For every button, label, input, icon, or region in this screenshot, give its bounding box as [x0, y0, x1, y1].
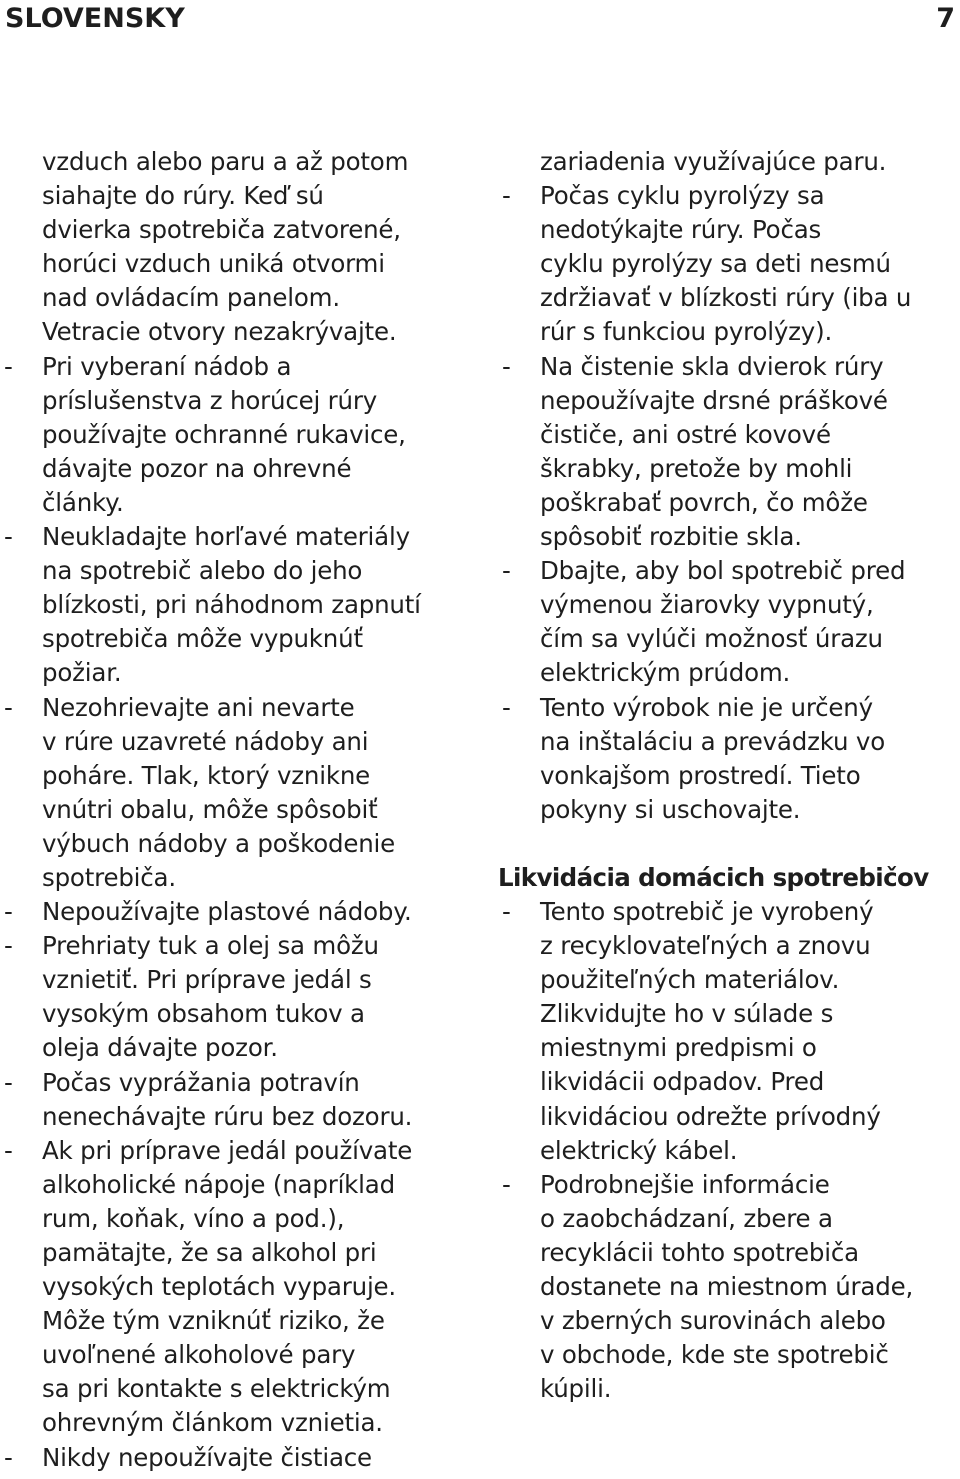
list-item [0, 1441, 478, 1475]
bullet-dash: - [4, 931, 13, 961]
list-item [0, 1134, 478, 1441]
page-header [0, 0, 960, 40]
list-item [498, 554, 960, 690]
text-line: nenechávajte rúru bez dozoru. [42, 1101, 413, 1131]
bullet-dash: - [502, 896, 511, 926]
text-line: Dbajte, aby bol spotrebič pred [540, 556, 906, 586]
text-line: pokyny si uschovajte. [540, 794, 801, 824]
text-line: blízkosti, pri náhodnom zapnutí [42, 590, 421, 620]
text-line: požiar. [42, 658, 122, 688]
text-line: vzduch alebo paru a až potom [42, 147, 409, 176]
right-column [498, 145, 960, 1406]
text-line: nad ovládacím panelom. [42, 283, 340, 313]
bullet-dash: - [502, 692, 511, 722]
text-line: poháre. Tlak, ktorý vznikne [42, 760, 371, 790]
text-line: pamätajte, že sa alkohol pri [42, 1238, 377, 1267]
text-line: na spotrebič alebo do jeho [42, 556, 363, 586]
bullet-dash: - [4, 522, 13, 552]
text-line: likvidácii odpadov. Pred [540, 1067, 825, 1097]
text-line: v obchode, kde ste spotrebič [540, 1340, 889, 1370]
text-line: elektrický kábel. [540, 1135, 738, 1165]
text-line: vysokých teplotách vyparuje. [42, 1272, 397, 1302]
page-number: 7 [936, 3, 955, 34]
bullet-dash: - [502, 1169, 511, 1199]
text-line: spôsobiť rozbitie skla. [540, 522, 802, 552]
text-line: používajte ochranné rukavice, [42, 419, 406, 449]
text-line: rúr s funkciou pyrolýzy). [540, 317, 833, 347]
text-line: oleja dávajte pozor. [42, 1033, 278, 1063]
text-line: Zlikvidujte ho v súlade s [540, 999, 834, 1029]
text-line: vysokým obsahom tukov a [42, 999, 365, 1029]
list-item [498, 145, 960, 179]
list-item [498, 895, 960, 1168]
text-line: škrabky, pretože by mohli [540, 453, 853, 483]
list-item [498, 691, 960, 827]
text-line: zariadenia využívajúce paru. [540, 147, 887, 176]
list-item [0, 895, 478, 929]
text-line: Nezohrievajte ani nevarte [42, 692, 355, 722]
list-item [0, 691, 478, 896]
text-line: nepoužívajte drsné práškové [540, 385, 888, 415]
bullet-dash: - [502, 556, 511, 586]
text-line: spotrebiča môže vypuknúť [42, 624, 363, 654]
text-line: výmenou žiarovky vypnutý, [540, 590, 874, 620]
list-item [0, 929, 478, 1065]
text-line: z recyklovateľných a znovu [540, 931, 871, 961]
text-line: Tento spotrebič je vyrobený [540, 896, 874, 926]
text-line: na inštaláciu a prevádzku vo [540, 726, 885, 756]
bullet-dash: - [502, 181, 511, 211]
text-line: nedotýkajte rúry. Počas [540, 215, 822, 245]
text-line: o zaobchádzaní, zbere a [540, 1203, 833, 1233]
left-column [0, 145, 478, 1475]
text-line: miestnymi predpismi o [540, 1033, 817, 1063]
section-paragraphs [498, 895, 960, 1406]
list-item [0, 145, 478, 350]
text-line: horúci vzduch uniká otvormi [42, 249, 385, 279]
list-item [0, 350, 478, 520]
text-line: likvidáciou odrežte prívodný [540, 1101, 881, 1131]
list-item [0, 1066, 478, 1134]
text-line: spotrebiča. [42, 862, 176, 892]
text-line: vonkajšom prostredí. Tieto [540, 760, 861, 790]
text-line: kúpili. [540, 1374, 612, 1404]
text-line: dvierka spotrebiča zatvorené, [42, 215, 401, 245]
text-line: siahajte do rúry. Keď sú [42, 181, 324, 211]
text-line: Nepoužívajte plastové nádoby. [42, 897, 412, 927]
text-line: alkoholické nápoje (napríklad [42, 1169, 395, 1199]
bullet-dash: - [4, 351, 13, 381]
text-line: Prehriaty tuk a olej sa môžu [42, 931, 379, 961]
text-line: čím sa vylúči možnosť úrazu [540, 624, 883, 654]
bullet-dash: - [502, 351, 511, 381]
text-line: Ak pri príprave jedál používate [42, 1135, 413, 1165]
text-line: výbuch nádoby a poškodenie [42, 828, 396, 858]
text-line: Nikdy nepoužívajte čistiace [42, 1442, 372, 1472]
text-line: elektrickým prúdom. [540, 658, 791, 688]
text-line: Vetracie otvory nezakrývajte. [42, 317, 397, 347]
bullet-dash: - [4, 692, 13, 722]
text-line: vnútri obalu, môže spôsobiť [42, 794, 378, 824]
bullet-dash: - [4, 1442, 13, 1472]
bullet-dash: - [4, 1067, 13, 1097]
text-line: uvoľnené alkoholové pary [42, 1340, 356, 1370]
right-column-paragraphs [498, 145, 960, 827]
language-label: SLOVENSKY [5, 3, 185, 34]
text-line: Podrobnejšie informácie [540, 1169, 830, 1199]
text-line: poškrabať povrch, čo môže [540, 487, 868, 517]
text-line: recyklácii tohto spotrebiča [540, 1237, 859, 1267]
text-line: rum, koňak, víno a pod.), [42, 1203, 345, 1233]
text-line: cyklu pyrolýzy sa deti nesmú [540, 249, 891, 279]
text-line: články. [42, 487, 124, 517]
text-line: príslušenstva z horúcej rúry [42, 385, 378, 415]
text-line: ohrevným článkom vznietia. [42, 1408, 383, 1438]
bullet-dash: - [4, 897, 13, 927]
text-line: sa pri kontakte s elektrickým [42, 1374, 391, 1404]
list-item [498, 179, 960, 349]
list-item [498, 1168, 960, 1407]
text-line: dávajte pozor na ohrevné [42, 453, 352, 483]
list-item [498, 350, 960, 555]
text-line: Počas vyprážania potravín [42, 1067, 360, 1097]
text-line: Počas cyklu pyrolýzy sa [540, 181, 825, 211]
text-line: Neukladajte horľavé materiály [42, 522, 410, 552]
text-line: Môže tým vzniknúť riziko, že [42, 1306, 385, 1336]
text-line: Na čistenie skla dvierok rúry [540, 351, 884, 381]
text-line: zdržiavať v blízkosti rúry (iba u [540, 283, 912, 313]
text-line: vznietiť. Pri príprave jedál s [42, 965, 372, 995]
text-line: Pri vyberaní nádob a [42, 351, 292, 381]
text-line: v rúre uzavreté nádoby ani [42, 726, 369, 756]
section-heading: Likvidácia domácich spotrebičov [498, 862, 929, 892]
list-item [0, 520, 478, 690]
text-line: čističe, ani ostré kovové [540, 419, 831, 449]
text-line: použiteľných materiálov. [540, 965, 840, 995]
text-line: dostanete na miestnom úrade, [540, 1272, 914, 1301]
text-line: v zberných surovinách alebo [540, 1306, 886, 1336]
text-line: Tento výrobok nie je určený [540, 692, 873, 722]
bullet-dash: - [4, 1135, 13, 1165]
